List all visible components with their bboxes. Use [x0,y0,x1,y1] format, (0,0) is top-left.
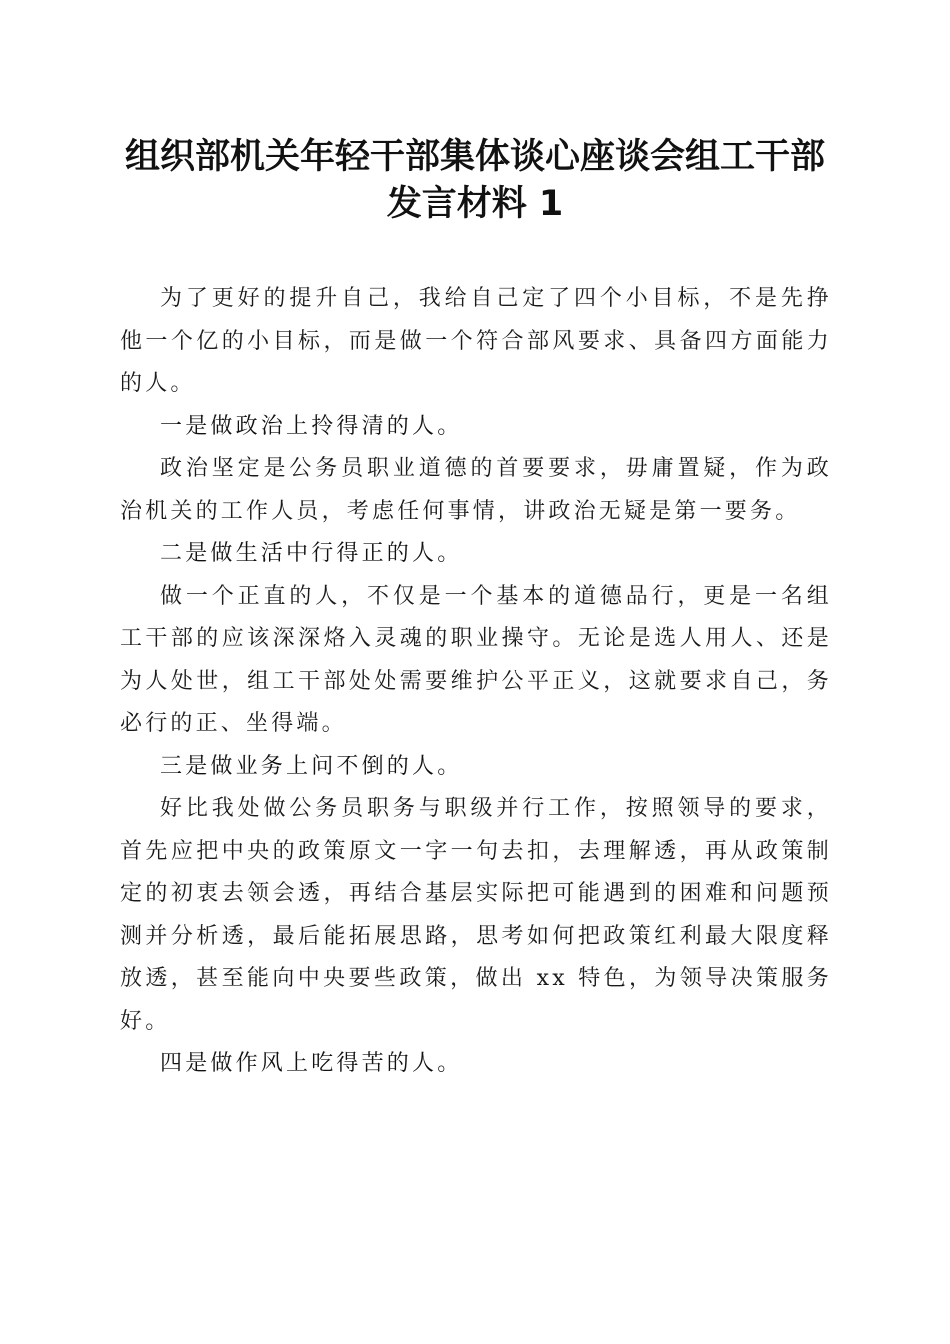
title-line-2: 发言材料 1 [386,184,564,224]
section-paragraph-1: 政治坚定是公务员职业道德的首要要求，毋庸置疑，作为政治机关的工作人员，考虑任何事情，讲政治无疑是第一要务。 [120,456,832,524]
section-heading-4: 四是做作风上吃得苦的人。 [160,1051,463,1076]
section-heading-3: 三是做业务上问不倒的人。 [160,753,463,779]
document-body [120,278,832,1086]
document-title [100,134,850,228]
section-heading-1: 一是做政治上拎得清的人。 [160,413,463,439]
section-paragraph-2: 做一个正直的人，不仅是一个基本的道德品行，更是一名组工干部的应该深深烙入灵魂的职业操守。无论是选人用人、还是为人处世，组工干部处处需要维护公平正义，这就要求自己，务必行的正、坐得端。 [120,583,832,736]
intro-paragraph: 为了更好的提升自己，我给自己定了四个小目标，不是先挣他一个亿的小目标，而是做一个符合部风要求、具备四方面能力的人。 [120,286,832,396]
section-paragraph-3: 好比我处做公务员职务与职级并行工作，按照领导的要求，首先应把中央的政策原文一字一句去扣，去理解透，再从政策制定的初衷去领会透，再结合基层实际把可能遇到的困难和问题预测并分析透，最后能拓展思路，思考如何把政策红利最大限度释放透，甚至能向中央要些政策，做出 xx 特色，为领导决策服务好。 [120,796,832,1034]
section-heading-2: 二是做生活中行得正的人。 [160,541,463,566]
title-line-1: 组织部机关年轻干部集体谈心座谈会组工干部 [124,137,825,177]
